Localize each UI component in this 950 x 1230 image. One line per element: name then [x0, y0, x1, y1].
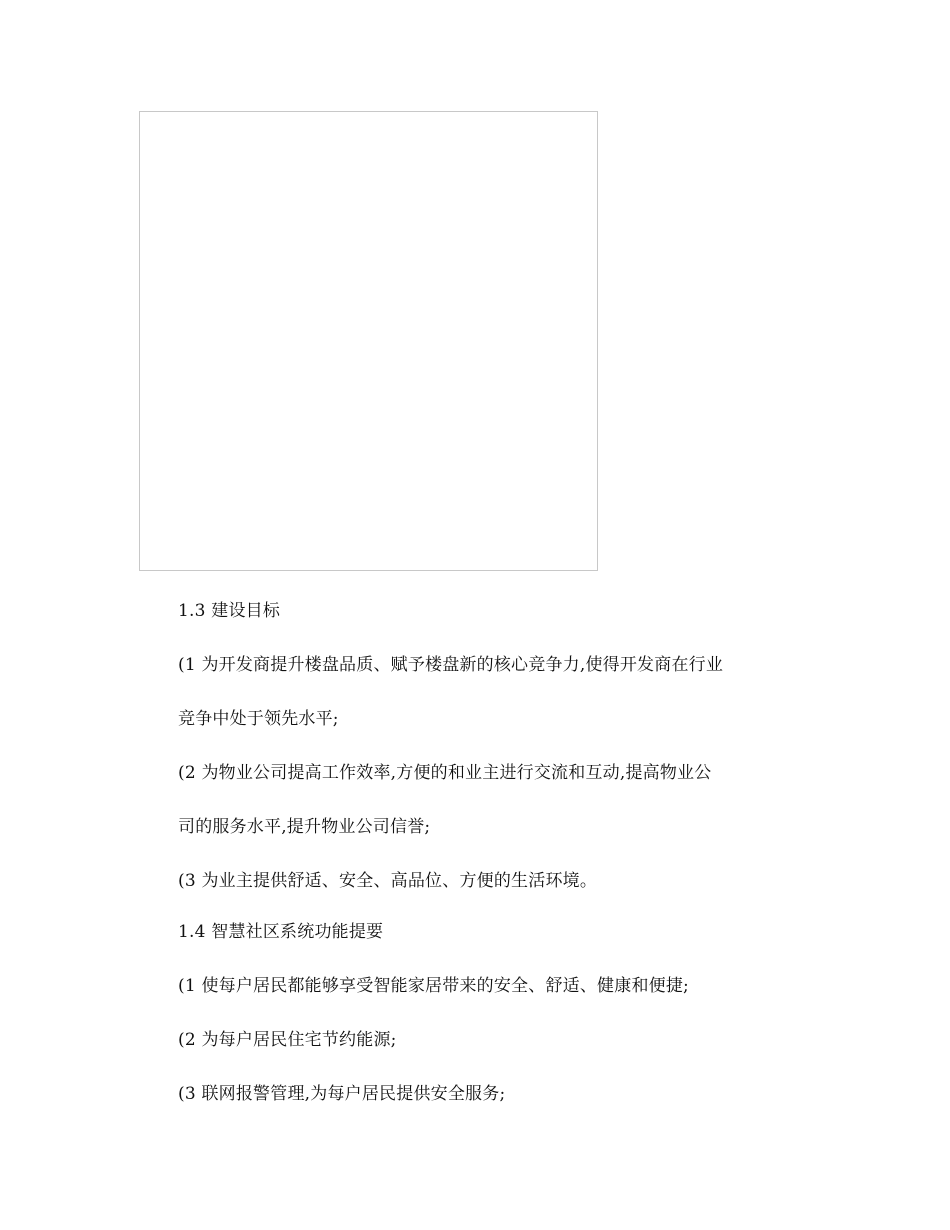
section-heading-1-3: 1.3 建设目标: [178, 601, 281, 621]
paragraph-line: (1 使每户居民都能够享受智能家居带来的安全、舒适、健康和便捷;: [178, 976, 689, 996]
figure-placeholder: [139, 111, 598, 571]
paragraph-line: (3 为业主提供舒适、安全、高品位、方便的生活环境。: [178, 871, 598, 891]
paragraph-line: 司的服务水平,提升物业公司信誉;: [178, 817, 431, 837]
paragraph-line: 竞争中处于领先水平;: [178, 709, 339, 729]
paragraph-line: (2 为每户居民住宅节约能源;: [178, 1030, 397, 1050]
paragraph-line: (3 联网报警管理,为每户居民提供安全服务;: [178, 1084, 506, 1104]
section-heading-1-4: 1.4 智慧社区系统功能提要: [178, 922, 384, 942]
paragraph-line: (1 为开发商提升楼盘品质、赋予楼盘新的核心竞争力,使得开发商在行业: [178, 655, 724, 675]
paragraph-line: (2 为物业公司提高工作效率,方便的和业主进行交流和互动,提高物业公: [178, 763, 712, 783]
